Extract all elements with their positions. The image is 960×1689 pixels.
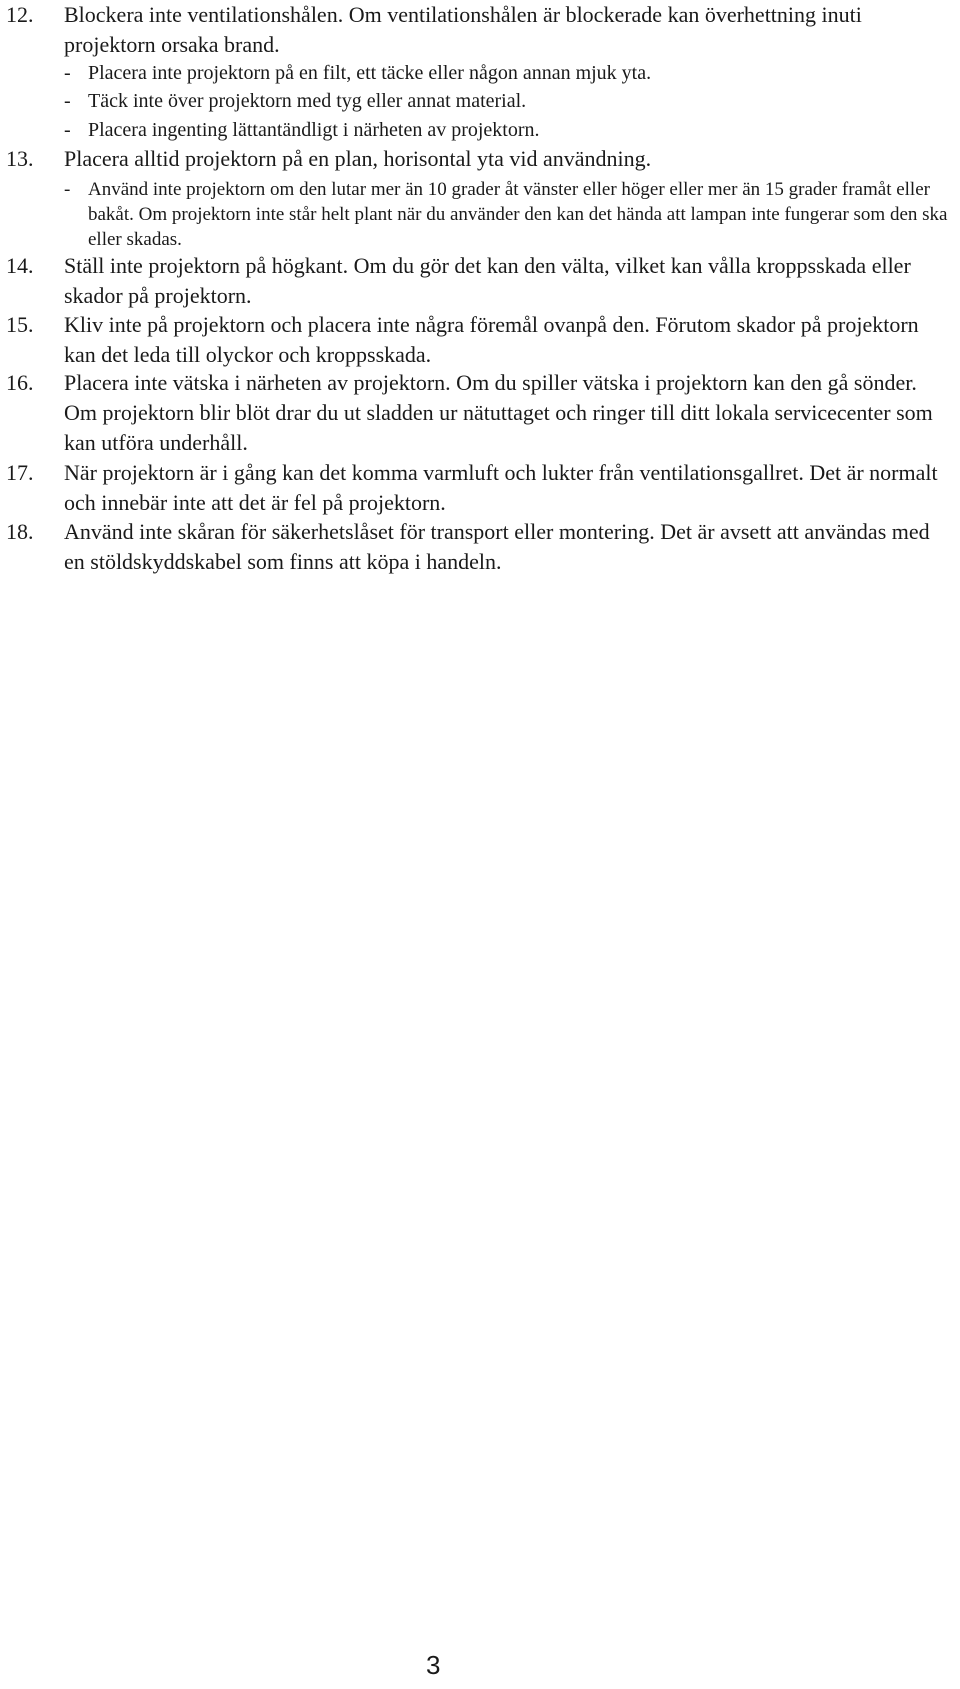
sub-item xyxy=(0,59,954,87)
list-item-17 xyxy=(0,458,954,518)
sub-item-text: Placera inte projektorn på en filt, ett täcke eller någon annan mjuk yta. xyxy=(88,62,652,84)
item-text: Placera alltid projektorn på en plan, horisontal yta vid användning. xyxy=(64,146,652,171)
item-text: Använd inte skåran för säkerhetslåset för transport eller montering. Det är avsett att användas med en stöldskyddskabel som finns att köpa i handeln. xyxy=(64,519,930,574)
item-number: 14. xyxy=(6,253,34,278)
page-number: 3 xyxy=(426,1650,441,1680)
sub-item xyxy=(0,116,954,144)
item-text: Placera inte vätska i närheten av projektorn. Om du spiller vätska i projektorn kan den gå sönder. Om projektorn blir blöt drar du ut sladden ur nätuttaget och ringer till ditt lokala servicecenter som kan utföra underhåll. xyxy=(64,370,933,455)
sub-item xyxy=(0,177,954,252)
sub-item-dash: - xyxy=(64,90,71,112)
sub-item-dash: - xyxy=(64,119,71,141)
sub-item-text: Använd inte projektorn om den lutar mer än 10 grader åt vänster eller höger eller mer än 15 grader framåt eller bakåt. Om projektorn inte står helt plant när du använder den kan det hända att lampan inte fungerar som den ska eller skadas. xyxy=(88,179,948,250)
list-item-13 xyxy=(0,144,954,174)
item-number: 15. xyxy=(6,312,34,337)
list-item-14 xyxy=(0,251,954,311)
item-number: 13. xyxy=(6,146,34,171)
list-item-12 xyxy=(0,0,954,60)
item-number: 16. xyxy=(6,370,34,395)
item-text: Kliv inte på projektorn och placera inte några föremål ovanpå den. Förutom skador på projektorn kan det leda till olyckor och kroppsskada. xyxy=(64,312,919,367)
sub-item-text: Placera ingenting lättantändligt i närheten av projektorn. xyxy=(88,119,540,141)
sub-item-dash: - xyxy=(64,62,71,84)
item-text: Ställ inte projektorn på högkant. Om du gör det kan den välta, vilket kan vålla kroppsskada eller skador på projektorn. xyxy=(64,253,911,308)
item-number: 12. xyxy=(6,2,34,27)
list-item-15 xyxy=(0,310,954,370)
list-item-18 xyxy=(0,517,954,577)
item-text: När projektorn är i gång kan det komma varmluft och lukter från ventilationsgallret. Det är normalt och innebär inte att det är fel på projektorn. xyxy=(64,460,938,515)
sub-item-text: Täck inte över projektorn med tyg eller annat material. xyxy=(88,90,527,112)
item-number: 17. xyxy=(6,460,34,485)
item-number: 18. xyxy=(6,519,34,544)
item-text: Blockera inte ventilationshålen. Om ventilationshålen är blockerade kan överhettning inuti projektorn orsaka brand. xyxy=(64,2,862,57)
sub-item xyxy=(0,87,954,115)
sub-item-dash: - xyxy=(64,179,71,200)
list-item-16 xyxy=(0,368,954,458)
